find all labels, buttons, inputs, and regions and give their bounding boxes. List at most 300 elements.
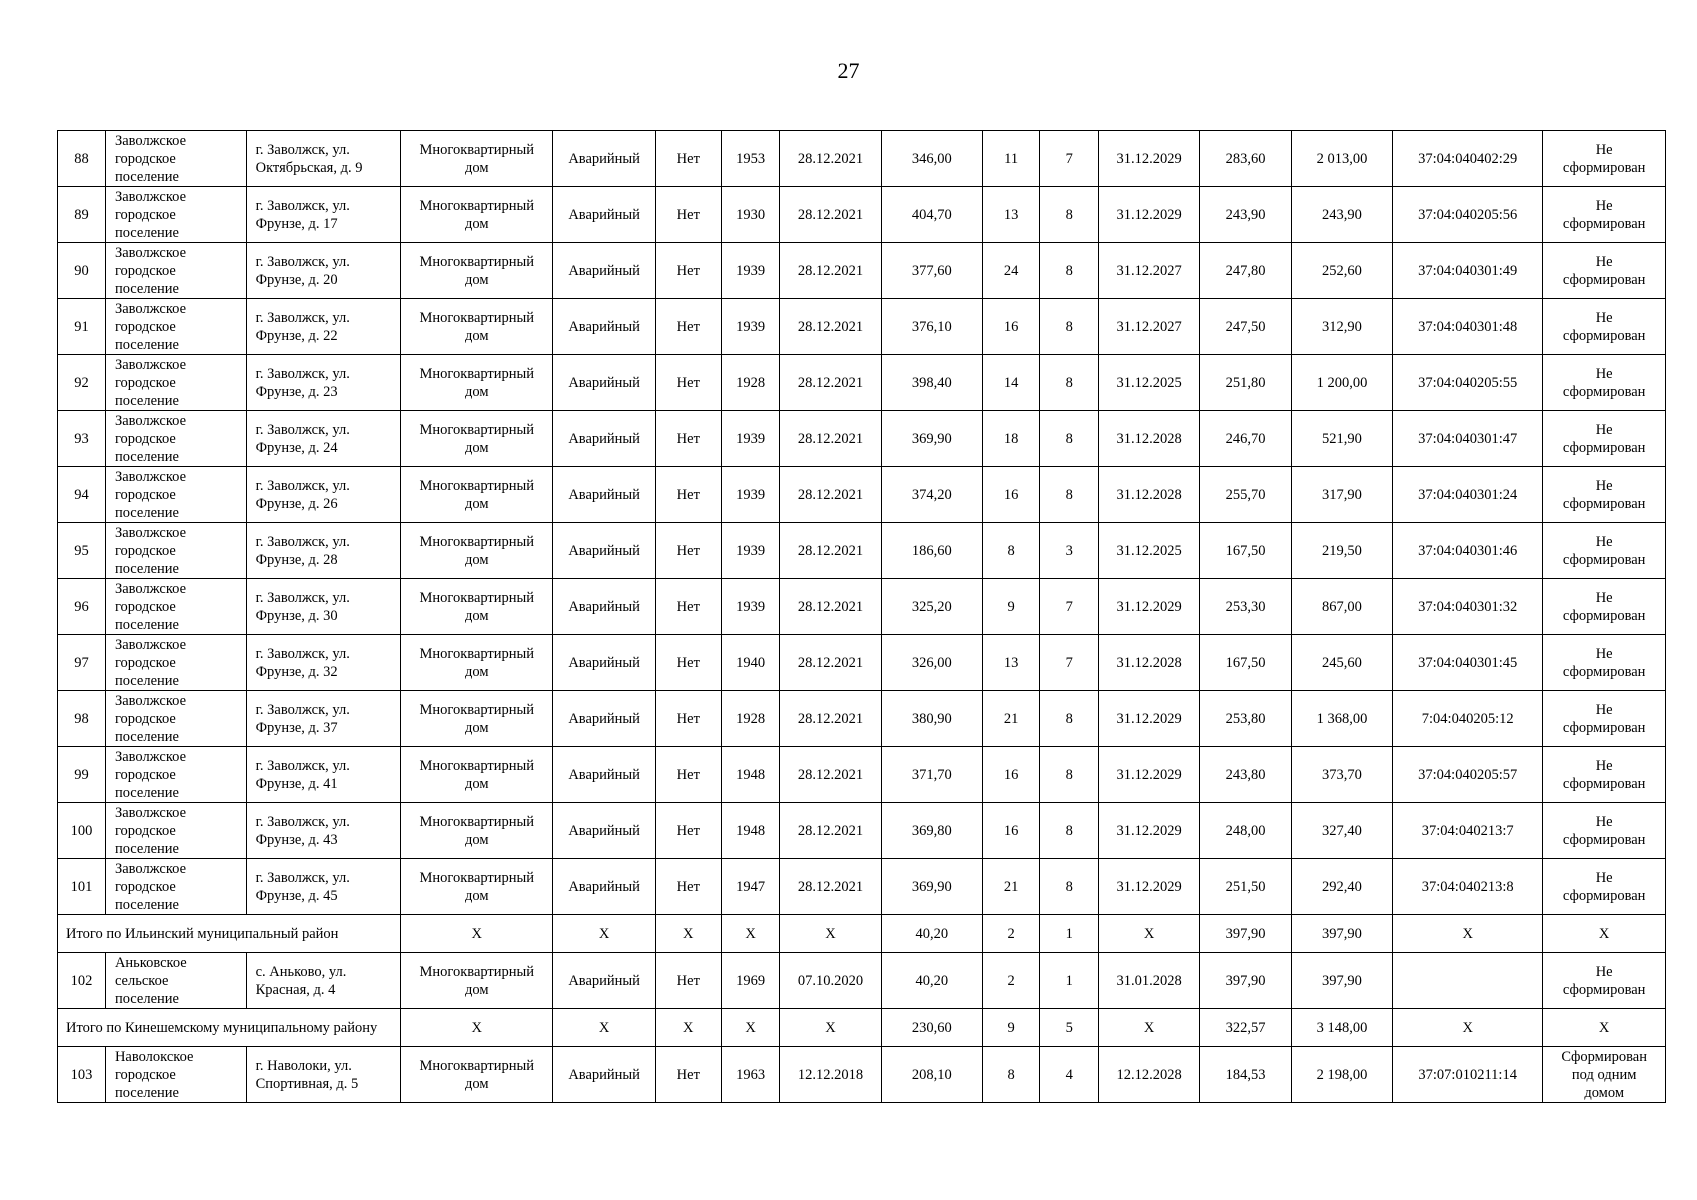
type-cell: Многоквартирный дом — [401, 411, 553, 467]
land-cell: Не сформирован — [1543, 803, 1666, 859]
table-body — [58, 131, 1666, 1103]
flag-cell: Нет — [655, 355, 721, 411]
sum-cell: 245,60 — [1291, 635, 1392, 691]
flag-cell: Нет — [655, 1047, 721, 1103]
date-cell: 28.12.2021 — [780, 523, 881, 579]
cost-cell: 283,60 — [1200, 131, 1292, 187]
type-cell: Многоквартирный дом — [401, 953, 553, 1009]
settlement-cell: Заволжское городское поселение — [105, 467, 246, 523]
deadline-cell: 31.12.2027 — [1098, 243, 1199, 299]
rooms-cell: 8 — [1040, 859, 1099, 915]
rooms-cell: 8 — [1040, 411, 1099, 467]
date-cell: 12.12.2018 — [780, 1047, 881, 1103]
year-cell: 1953 — [721, 131, 780, 187]
status-cell: Аварийный — [553, 747, 655, 803]
rooms-cell: 8 — [1040, 355, 1099, 411]
rooms-cell: 8 — [1040, 747, 1099, 803]
address-cell: г. Заволжск, ул. Фрунзе, д. 22 — [246, 299, 401, 355]
cadastral-cell: 37:04:040205:56 — [1393, 187, 1543, 243]
address-cell: г. Заволжск, ул. Фрунзе, д. 30 — [246, 579, 401, 635]
sum-cell: 2 013,00 — [1291, 131, 1392, 187]
flag-cell: Нет — [655, 579, 721, 635]
residents-cell: 2 — [982, 953, 1040, 1009]
total-row — [58, 915, 1666, 953]
row-number: 95 — [58, 523, 106, 579]
year-cell: 1939 — [721, 243, 780, 299]
address-cell: г. Заволжск, ул. Фрунзе, д. 32 — [246, 635, 401, 691]
deadline-cell: 31.12.2029 — [1098, 131, 1199, 187]
settlement-cell: Заволжское городское поселение — [105, 299, 246, 355]
type-cell: Многоквартирный дом — [401, 803, 553, 859]
deadline-cell: 31.12.2025 — [1098, 355, 1199, 411]
address-cell: г. Заволжск, ул. Фрунзе, д. 26 — [246, 467, 401, 523]
status-cell: Аварийный — [553, 691, 655, 747]
row-number: 99 — [58, 747, 106, 803]
year-cell: 1969 — [721, 953, 780, 1009]
land-cell: Не сформирован — [1543, 691, 1666, 747]
deadline-cell: 31.12.2028 — [1098, 635, 1199, 691]
table-row — [58, 131, 1666, 187]
year-cell: 1939 — [721, 579, 780, 635]
flag-cell: Нет — [655, 803, 721, 859]
status-cell: Аварийный — [553, 243, 655, 299]
cost-cell: 253,30 — [1200, 579, 1292, 635]
cost-cell: 248,00 — [1200, 803, 1292, 859]
deadline-cell: X — [1098, 1009, 1199, 1047]
row-number: 89 — [58, 187, 106, 243]
total-label: Итого по Кинешемскому муниципальному району — [58, 1009, 401, 1047]
cost-cell: 322,57 — [1200, 1009, 1292, 1047]
area-cell: 369,90 — [881, 859, 982, 915]
residents-cell: 14 — [982, 355, 1040, 411]
land-cell: Не сформирован — [1543, 579, 1666, 635]
deadline-cell: 31.12.2029 — [1098, 187, 1199, 243]
sum-cell: 243,90 — [1291, 187, 1392, 243]
status-cell: Аварийный — [553, 579, 655, 635]
rooms-cell: 8 — [1040, 691, 1099, 747]
table-row — [58, 635, 1666, 691]
deadline-cell: 31.12.2029 — [1098, 859, 1199, 915]
row-number: 102 — [58, 953, 106, 1009]
type-cell: X — [401, 915, 553, 953]
residents-cell: 16 — [982, 747, 1040, 803]
settlement-cell: Заволжское городское поселение — [105, 635, 246, 691]
sum-cell: 397,90 — [1291, 915, 1392, 953]
status-cell: Аварийный — [553, 131, 655, 187]
flag-cell: Нет — [655, 747, 721, 803]
row-number: 93 — [58, 411, 106, 467]
sum-cell: 317,90 — [1291, 467, 1392, 523]
type-cell: Многоквартирный дом — [401, 859, 553, 915]
residents-cell: 8 — [982, 1047, 1040, 1103]
sum-cell: 867,00 — [1291, 579, 1392, 635]
sum-cell: 252,60 — [1291, 243, 1392, 299]
date-cell: 28.12.2021 — [780, 243, 881, 299]
land-cell: Не сформирован — [1543, 747, 1666, 803]
row-number: 103 — [58, 1047, 106, 1103]
area-cell: 377,60 — [881, 243, 982, 299]
cadastral-cell: 37:04:040205:55 — [1393, 355, 1543, 411]
deadline-cell: 31.12.2029 — [1098, 691, 1199, 747]
area-cell: 380,90 — [881, 691, 982, 747]
settlement-cell: Заволжское городское поселение — [105, 859, 246, 915]
row-number: 98 — [58, 691, 106, 747]
sum-cell: 373,70 — [1291, 747, 1392, 803]
flag-cell: X — [655, 915, 721, 953]
rooms-cell: 8 — [1040, 803, 1099, 859]
table-row — [58, 467, 1666, 523]
residents-cell: 13 — [982, 187, 1040, 243]
flag-cell: Нет — [655, 131, 721, 187]
settlement-cell: Заволжское городское поселение — [105, 131, 246, 187]
land-cell: X — [1543, 1009, 1666, 1047]
land-cell: X — [1543, 915, 1666, 953]
settlement-cell: Наволокское городское поселение — [105, 1047, 246, 1103]
table-row — [58, 243, 1666, 299]
status-cell: Аварийный — [553, 411, 655, 467]
rooms-cell: 8 — [1040, 243, 1099, 299]
address-cell: г. Заволжск, ул. Фрунзе, д. 43 — [246, 803, 401, 859]
deadline-cell: 31.12.2025 — [1098, 523, 1199, 579]
type-cell: Многоквартирный дом — [401, 467, 553, 523]
cadastral-cell: 37:07:010211:14 — [1393, 1047, 1543, 1103]
type-cell: Многоквартирный дом — [401, 579, 553, 635]
flag-cell: Нет — [655, 187, 721, 243]
row-number: 100 — [58, 803, 106, 859]
table-row — [58, 579, 1666, 635]
deadline-cell: 12.12.2028 — [1098, 1047, 1199, 1103]
type-cell: Многоквартирный дом — [401, 747, 553, 803]
date-cell: X — [780, 1009, 881, 1047]
status-cell: Аварийный — [553, 299, 655, 355]
table-row — [58, 355, 1666, 411]
type-cell: Многоквартирный дом — [401, 691, 553, 747]
date-cell: 28.12.2021 — [780, 299, 881, 355]
deadline-cell: 31.12.2028 — [1098, 467, 1199, 523]
cost-cell: 246,70 — [1200, 411, 1292, 467]
type-cell: Многоквартирный дом — [401, 187, 553, 243]
cadastral-cell: 7:04:040205:12 — [1393, 691, 1543, 747]
cost-cell: 184,53 — [1200, 1047, 1292, 1103]
flag-cell: Нет — [655, 299, 721, 355]
residents-cell: 2 — [982, 915, 1040, 953]
address-cell: г. Заволжск, ул. Фрунзе, д. 45 — [246, 859, 401, 915]
land-cell: Не сформирован — [1543, 467, 1666, 523]
sum-cell: 1 200,00 — [1291, 355, 1392, 411]
date-cell: 28.12.2021 — [780, 803, 881, 859]
type-cell: Многоквартирный дом — [401, 1047, 553, 1103]
settlement-cell: Заволжское городское поселение — [105, 187, 246, 243]
residents-cell: 9 — [982, 579, 1040, 635]
type-cell: Многоквартирный дом — [401, 299, 553, 355]
address-cell: г. Заволжск, ул. Фрунзе, д. 24 — [246, 411, 401, 467]
date-cell: 28.12.2021 — [780, 747, 881, 803]
status-cell: X — [553, 915, 655, 953]
row-number: 101 — [58, 859, 106, 915]
address-cell: с. Аньково, ул. Красная, д. 4 — [246, 953, 401, 1009]
cadastral-cell: X — [1393, 1009, 1543, 1047]
flag-cell: Нет — [655, 411, 721, 467]
sum-cell: 292,40 — [1291, 859, 1392, 915]
area-cell: 208,10 — [881, 1047, 982, 1103]
type-cell: X — [401, 1009, 553, 1047]
cost-cell: 167,50 — [1200, 635, 1292, 691]
address-cell: г. Заволжск, ул. Фрунзе, д. 23 — [246, 355, 401, 411]
residents-cell: 16 — [982, 467, 1040, 523]
rooms-cell: 7 — [1040, 579, 1099, 635]
year-cell: 1948 — [721, 803, 780, 859]
date-cell: 28.12.2021 — [780, 859, 881, 915]
rooms-cell: 8 — [1040, 187, 1099, 243]
status-cell: Аварийный — [553, 523, 655, 579]
area-cell: 369,80 — [881, 803, 982, 859]
sum-cell: 1 368,00 — [1291, 691, 1392, 747]
rooms-cell: 4 — [1040, 1047, 1099, 1103]
type-cell: Многоквартирный дом — [401, 355, 553, 411]
date-cell: 28.12.2021 — [780, 635, 881, 691]
flag-cell: X — [655, 1009, 721, 1047]
settlement-cell: Заволжское городское поселение — [105, 747, 246, 803]
status-cell: Аварийный — [553, 953, 655, 1009]
sum-cell: 397,90 — [1291, 953, 1392, 1009]
area-cell: 40,20 — [881, 915, 982, 953]
cadastral-cell: 37:04:040213:7 — [1393, 803, 1543, 859]
rooms-cell: 7 — [1040, 131, 1099, 187]
year-cell: X — [721, 1009, 780, 1047]
cost-cell: 397,90 — [1200, 953, 1292, 1009]
residents-cell: 18 — [982, 411, 1040, 467]
cadastral-cell: 37:04:040301:24 — [1393, 467, 1543, 523]
flag-cell: Нет — [655, 691, 721, 747]
land-cell: Не сформирован — [1543, 953, 1666, 1009]
land-cell: Не сформирован — [1543, 243, 1666, 299]
flag-cell: Нет — [655, 635, 721, 691]
total-row — [58, 1009, 1666, 1047]
area-cell: 376,10 — [881, 299, 982, 355]
flag-cell: Нет — [655, 523, 721, 579]
cost-cell: 397,90 — [1200, 915, 1292, 953]
year-cell: 1939 — [721, 523, 780, 579]
address-cell: г. Заволжск, ул. Фрунзе, д. 41 — [246, 747, 401, 803]
deadline-cell: 31.12.2029 — [1098, 747, 1199, 803]
table-row — [58, 859, 1666, 915]
rooms-cell: 1 — [1040, 953, 1099, 1009]
year-cell: 1948 — [721, 747, 780, 803]
settlement-cell: Аньковское сельское поселение — [105, 953, 246, 1009]
row-number: 96 — [58, 579, 106, 635]
row-number: 92 — [58, 355, 106, 411]
date-cell: 28.12.2021 — [780, 579, 881, 635]
cadastral-cell: 37:04:040301:47 — [1393, 411, 1543, 467]
deadline-cell: 31.12.2028 — [1098, 411, 1199, 467]
cadastral-cell: 37:04:040402:29 — [1393, 131, 1543, 187]
settlement-cell: Заволжское городское поселение — [105, 523, 246, 579]
year-cell: 1939 — [721, 467, 780, 523]
cadastral-cell: X — [1393, 915, 1543, 953]
date-cell: 28.12.2021 — [780, 131, 881, 187]
sum-cell: 312,90 — [1291, 299, 1392, 355]
address-cell: г. Заволжск, ул. Фрунзе, д. 17 — [246, 187, 401, 243]
rooms-cell: 5 — [1040, 1009, 1099, 1047]
flag-cell: Нет — [655, 859, 721, 915]
residents-cell: 16 — [982, 803, 1040, 859]
area-cell: 369,90 — [881, 411, 982, 467]
row-number: 97 — [58, 635, 106, 691]
year-cell: 1928 — [721, 691, 780, 747]
rooms-cell: 8 — [1040, 299, 1099, 355]
address-cell: г. Заволжск, ул. Октябрьская, д. 9 — [246, 131, 401, 187]
address-cell: г. Заволжск, ул. Фрунзе, д. 37 — [246, 691, 401, 747]
cost-cell: 251,50 — [1200, 859, 1292, 915]
deadline-cell: 31.01.2028 — [1098, 953, 1199, 1009]
status-cell: X — [553, 1009, 655, 1047]
cadastral-cell: 37:04:040301:49 — [1393, 243, 1543, 299]
settlement-cell: Заволжское городское поселение — [105, 691, 246, 747]
flag-cell: Нет — [655, 467, 721, 523]
area-cell: 398,40 — [881, 355, 982, 411]
area-cell: 371,70 — [881, 747, 982, 803]
type-cell: Многоквартирный дом — [401, 635, 553, 691]
cost-cell: 247,80 — [1200, 243, 1292, 299]
cost-cell: 255,70 — [1200, 467, 1292, 523]
year-cell: 1940 — [721, 635, 780, 691]
cadastral-cell: 37:04:040213:8 — [1393, 859, 1543, 915]
year-cell: 1939 — [721, 411, 780, 467]
area-cell: 374,20 — [881, 467, 982, 523]
deadline-cell: 31.12.2027 — [1098, 299, 1199, 355]
date-cell: X — [780, 915, 881, 953]
year-cell: 1947 — [721, 859, 780, 915]
settlement-cell: Заволжское городское поселение — [105, 411, 246, 467]
row-number: 91 — [58, 299, 106, 355]
address-cell: г. Заволжск, ул. Фрунзе, д. 20 — [246, 243, 401, 299]
row-number: 88 — [58, 131, 106, 187]
page-number: 27 — [837, 58, 860, 83]
cadastral-cell — [1393, 953, 1543, 1009]
residents-cell: 9 — [982, 1009, 1040, 1047]
land-cell: Не сформирован — [1543, 187, 1666, 243]
row-number: 90 — [58, 243, 106, 299]
date-cell: 28.12.2021 — [780, 187, 881, 243]
cost-cell: 253,80 — [1200, 691, 1292, 747]
land-cell: Не сформирован — [1543, 299, 1666, 355]
flag-cell: Нет — [655, 243, 721, 299]
land-cell: Не сформирован — [1543, 355, 1666, 411]
area-cell: 346,00 — [881, 131, 982, 187]
deadline-cell: X — [1098, 915, 1199, 953]
type-cell: Многоквартирный дом — [401, 243, 553, 299]
residents-cell: 21 — [982, 691, 1040, 747]
date-cell: 28.12.2021 — [780, 355, 881, 411]
cadastral-cell: 37:04:040301:32 — [1393, 579, 1543, 635]
type-cell: Многоквартирный дом — [401, 523, 553, 579]
sum-cell: 219,50 — [1291, 523, 1392, 579]
land-cell: Не сформирован — [1543, 523, 1666, 579]
table-row — [58, 187, 1666, 243]
status-cell: Аварийный — [553, 803, 655, 859]
rooms-cell: 7 — [1040, 635, 1099, 691]
date-cell: 28.12.2021 — [780, 467, 881, 523]
cadastral-cell: 37:04:040301:48 — [1393, 299, 1543, 355]
residents-cell: 21 — [982, 859, 1040, 915]
table-row — [58, 411, 1666, 467]
residents-cell: 13 — [982, 635, 1040, 691]
address-cell: г. Наволоки, ул. Спортивная, д. 5 — [246, 1047, 401, 1103]
table-row — [58, 299, 1666, 355]
area-cell: 230,60 — [881, 1009, 982, 1047]
rooms-cell: 1 — [1040, 915, 1099, 953]
settlement-cell: Заволжское городское поселение — [105, 243, 246, 299]
area-cell: 404,70 — [881, 187, 982, 243]
housing-table — [57, 130, 1666, 1103]
table-row — [58, 803, 1666, 859]
land-cell: Не сформирован — [1543, 635, 1666, 691]
table-row — [58, 747, 1666, 803]
land-cell: Не сформирован — [1543, 859, 1666, 915]
status-cell: Аварийный — [553, 859, 655, 915]
cost-cell: 243,80 — [1200, 747, 1292, 803]
residents-cell: 8 — [982, 523, 1040, 579]
year-cell: 1930 — [721, 187, 780, 243]
status-cell: Аварийный — [553, 1047, 655, 1103]
settlement-cell: Заволжское городское поселение — [105, 803, 246, 859]
residents-cell: 16 — [982, 299, 1040, 355]
settlement-cell: Заволжское городское поселение — [105, 355, 246, 411]
cadastral-cell: 37:04:040301:46 — [1393, 523, 1543, 579]
sum-cell: 2 198,00 — [1291, 1047, 1392, 1103]
rooms-cell: 3 — [1040, 523, 1099, 579]
status-cell: Аварийный — [553, 635, 655, 691]
sum-cell: 3 148,00 — [1291, 1009, 1392, 1047]
cost-cell: 167,50 — [1200, 523, 1292, 579]
table-row — [58, 691, 1666, 747]
year-cell: 1939 — [721, 299, 780, 355]
table-row — [58, 1047, 1666, 1103]
year-cell: 1963 — [721, 1047, 780, 1103]
table-row — [58, 523, 1666, 579]
land-cell: Не сформирован — [1543, 131, 1666, 187]
sum-cell: 327,40 — [1291, 803, 1392, 859]
year-cell: 1928 — [721, 355, 780, 411]
cadastral-cell: 37:04:040205:57 — [1393, 747, 1543, 803]
date-cell: 28.12.2021 — [780, 411, 881, 467]
address-cell: г. Заволжск, ул. Фрунзе, д. 28 — [246, 523, 401, 579]
total-label: Итого по Ильинский муниципальный район — [58, 915, 401, 953]
land-cell: Сформирован под одним домом — [1543, 1047, 1666, 1103]
date-cell: 28.12.2021 — [780, 691, 881, 747]
sum-cell: 521,90 — [1291, 411, 1392, 467]
deadline-cell: 31.12.2029 — [1098, 579, 1199, 635]
type-cell: Многоквартирный дом — [401, 131, 553, 187]
cost-cell: 251,80 — [1200, 355, 1292, 411]
residents-cell: 11 — [982, 131, 1040, 187]
year-cell: X — [721, 915, 780, 953]
settlement-cell: Заволжское городское поселение — [105, 579, 246, 635]
area-cell: 326,00 — [881, 635, 982, 691]
status-cell: Аварийный — [553, 355, 655, 411]
status-cell: Аварийный — [553, 187, 655, 243]
residents-cell: 24 — [982, 243, 1040, 299]
area-cell: 186,60 — [881, 523, 982, 579]
status-cell: Аварийный — [553, 467, 655, 523]
row-number: 94 — [58, 467, 106, 523]
rooms-cell: 8 — [1040, 467, 1099, 523]
land-cell: Не сформирован — [1543, 411, 1666, 467]
cadastral-cell: 37:04:040301:45 — [1393, 635, 1543, 691]
area-cell: 325,20 — [881, 579, 982, 635]
area-cell: 40,20 — [881, 953, 982, 1009]
date-cell: 07.10.2020 — [780, 953, 881, 1009]
